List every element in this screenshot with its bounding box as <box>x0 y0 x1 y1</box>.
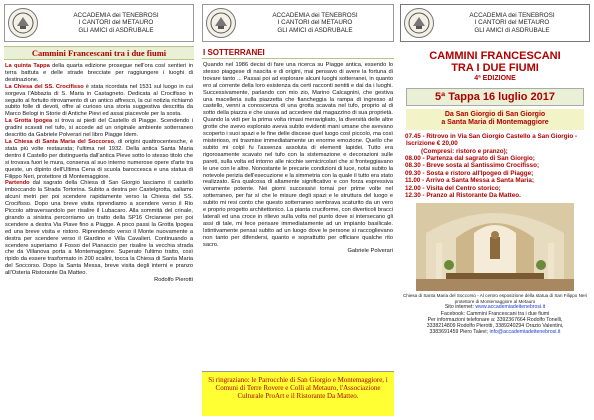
left-panel <box>4 4 194 416</box>
event-title-line1: CAMMINI FRANCESCANI <box>429 50 561 62</box>
header-line2: I CANTORI del METAURO <box>474 19 550 27</box>
schedule-item: 12.30 - Pranzo al Ristorante Da Matteo. <box>405 192 521 200</box>
academy-header <box>400 4 590 42</box>
header-line3: GLI AMICI di ASDRUBALE <box>78 26 154 34</box>
paragraph <box>5 63 193 84</box>
facebook-line: Facebook: Cammini Francescani tra i due fiumi <box>440 310 550 317</box>
header-line1: ACCADEMIA dei TENEBROSI <box>469 11 555 19</box>
academy-header <box>202 4 394 42</box>
article-signature: Gabriele Polverari <box>347 248 393 255</box>
paragraph-text: dal sagrato della Chiesa di San Giorgio lasciamo il castello imboccando la Strada Tortorina. Subito a destra per Castelgrotta, saliamo alcuni metri per poi scendere rapidamente verso la Chiesa del SS. Crocifisso. Dopo una breve visita riprendiamo a scendere verso il Rio Piccolo attraversandolo per risalire il Lubacaro. Alla sommità del crinale, girando a sinistra percorriamo un tratto della SP16 Orcianese per poi scendere a destra Via Piave fino a Piagge. A poco passi la Grotta Ipogea ed una breve visita e ristoro. Riprendendo verso il Monte nuovamente a destra per scendere verso il Giardino e Villa Cavalieri. Continuando a scendere superiamo il Fosso del Pianaccio per risalire la vecchia strada che da Villanova porta a Montemaggiore. Superato l'ultimo tratto, così ripido da essere trasformato in 200 scalini, tocca la Chiesa di Santa Maria del Soccorso. Dopo la Santa Messa, breve visita degli interni e pranzo all'Osteria Ristorante Da Matteo. <box>5 180 193 277</box>
paragraph-lead: La quinta Tappa <box>5 63 50 69</box>
section-title: I SOTTERRANEI <box>202 46 394 59</box>
schedule-item: 12.00 - Visita del Centro storico; <box>405 184 501 192</box>
acknowledgements-box: Si ringraziano: le Parrocchie di San Giorgio e Montemaggiore, i Comuni di Terre Rovere e Colli al Metauro, l'Associazione Culturale ProArt e il Ristorante Da Matteo. <box>202 371 394 416</box>
academy-logo-icon <box>8 8 38 38</box>
panel1-title: Cammini Francescani tra i due fiumi <box>4 46 194 60</box>
route-line1: Da San Giorgio di San Giorgio <box>444 111 546 118</box>
info-line3: 3383691459 Piero Talevi; <box>429 329 488 336</box>
paragraph-lead: Partendo <box>5 180 30 187</box>
academy-logo-icon <box>206 8 236 38</box>
panel1-signature: Rodolfo Pierotti <box>154 277 193 284</box>
academy-logo-icon <box>404 8 434 38</box>
schedule-list <box>400 133 590 200</box>
right-panel <box>400 4 590 416</box>
info-line1: Per informazioni telefonare a: 3392367664 Rodolfo Tonelli, <box>427 316 563 323</box>
header-line1: ACCADEMIA dei TENEBROSI <box>73 11 159 19</box>
schedule-item: 09.30 - Sosta e ristoro all'Ipogeo di Piagge; <box>405 169 534 177</box>
edition-label: 4ª EDIZIONE <box>474 75 516 82</box>
header-line2: I CANTORI del METAURO <box>277 19 353 27</box>
schedule-item: 08.30 - Breve sosta al Santissimo Crocifisso; <box>405 162 540 170</box>
paragraph <box>5 139 193 180</box>
paragraph <box>5 84 193 119</box>
stage-date: 5ª Tappa 16 luglio 2017 <box>406 88 584 106</box>
schedule-item: 11.00 - Arrivo a Santa Messa a Santa Maria; <box>405 177 534 185</box>
middle-panel <box>202 4 394 416</box>
email-link[interactable]: info@accademiadeitenebrosi.it <box>489 329 561 336</box>
route-line2: a Santa Maria di Montemaggiore <box>441 119 549 127</box>
schedule-item: (Compresi: ristoro e pranzo); <box>421 147 508 155</box>
route-box <box>406 109 584 130</box>
event-title <box>400 50 590 74</box>
header-line3: GLI AMICI di ASDRUBALE <box>474 26 550 34</box>
paragraph-lead: La Chiesa di Santa Maria del Soccorso <box>5 138 114 145</box>
header-line1: ACCADEMIA dei TENEBROSI <box>272 11 358 19</box>
paragraph-lead: La Chiesa del SS. Crocifisso <box>5 83 84 90</box>
schedule-item: 07.45 - Ritrovo in Via San Giorgio Castello a San Giorgio - Iscrizione € 20,00 <box>405 132 578 148</box>
contact-footer <box>400 304 590 335</box>
article-body <box>202 62 394 255</box>
website-link[interactable]: www.accademiadeitenebrosi.it <box>475 304 546 311</box>
paragraph-text: è stata ricordata nel 1531 sul luogo in cui sorgeva l'Abbazia di S. Maria in Castagneto. Dedicata al Crocifisso in seguito al fortuito ritrovamento di un antico affresco, la cui notizia richiamò subito folle di devoti, offre al curioso una storia suggestiva descritta da Marco Belogi in Storie di Antiche Pievi ed assai piacevole per la sosta. <box>5 83 193 118</box>
header-line3: GLI AMICI di ASDRUBALE <box>277 26 353 34</box>
photo-caption: Chiesa di Santa Maria del Soccorso - Al centro esposizione della statua di San Filippo Neri protettore di Montemaggiore al Metauro <box>402 293 588 304</box>
paragraph <box>5 118 193 139</box>
website-label: Sito internet: <box>444 304 474 311</box>
paragraph-lead: La Grotta Ipogea <box>5 118 53 125</box>
paragraph-text: della quarta edizione prosegue nell'ora così sentieri in terra battuta e delle strade brecciate per raggiungere i luoghi di destinazione. <box>5 63 194 83</box>
article-text: Quando nel 1986 decisi di fare una ricerca su Piagge antica, essendo lo stesso piaggese di nascita e di origini, mai pensavo di avere la fortuna di trovare tanto ... Passai poi ad esplorare alcuni luoghi sotterranei, in quanto ero al corrente della loro esistenza da certi racconti sentiti e dai da i luoghi. Successivamente, parlando con mio zio, Marino Calcagnini, che gestiva una macelleria sulla piazzetta che fiancheggia la rampa di ingresso al castello, venni a conoscenza di una grotta scavata nel tufo, proprio al di sotto della piazza e che usava ad accedere dal magazzino di sua proprietà. Quando la vidi per la prima volta rimasi meravigliato, la diversità delle altre grotte che avevo esplorato aveva subito evidenti mani umane che avevano scoperto i suoi spazi e le fine delle discese quel luogo così piccolo, ma così misterioso, mi trasmise immediatamente un enorme emozione. Quello che subito mi colpì fu l'assenza assoluta di elementi lapidei. Tutto era rigorosamente scavato nel tufo con la sistemazione e decorazioni sulle pareti, sulla volta ed intorno alle nicchie semicircolari che si fronteggiavano le une con le altre. Nonostante le precarie condizioni di luce, notai subito la notevole perizia dell'esecuzione e la simmetria con la quale il tutto era stato realizzato. Era qualcosa di altamente significativo e con forza espressiva veramente potente. Nei giorni successivi tornai per prime volte nel sotterraneo, per far sì che le misure degli spazi e le struttura del luogo e subito mi resi conto che questo sotterraneo sembrava scaturito da un vero e proprio progetto architettonico. La pianta cruciforme, con diverticoli bracci laterali ed una croce in rilievo sulla volta nel punto dove si intersecano gli assi di tale, mi fece pensare immediatamente ad un impianto basilicale. Istintivamente pensai subito ad un luogo dove le persone si raccoglievano non tanto per difendersi, quanto e soprattutto per officiare qualche rito sacro. <box>203 62 393 248</box>
info-line2: 3338214809 Rodolfo Pierotti, 3389240294 Orazio Valentini, <box>426 323 564 330</box>
academy-header <box>4 4 194 42</box>
paragraph <box>5 180 193 277</box>
church-interior-photo <box>416 203 574 291</box>
schedule-item: 08.00 - Partenza dal sagrato di San Giorgio; <box>405 155 535 163</box>
event-title-line2: TRA I DUE FIUMI <box>451 62 539 74</box>
paragraph-text: , di origini quattrocentesche, è stata più volte restaurata; l'ultima nel 1932. Della antica Santa Maria dentro il Castello per distinguerla dall'antica Pieve sotto lo stesso titolo che si trovava fuori le mura, conserva al suo interno numerose opere d'arte tra queste, un dipinto dell'Ultima Cena di scuola baroccesca e una statua di Filippo Neri, protettore di Montemaggiore. <box>5 138 193 180</box>
panel1-body <box>4 63 194 284</box>
paragraph-text: si trova ai piedi del Castello di Piagge. Scendendo i gradini scavati nel tufo, si accede ad un originale ambiente sotterraneo descritto da Gabriele Polverari nel libro Piagge Idem. <box>5 118 193 139</box>
header-line2: I CANTORI del METAURO <box>78 19 154 27</box>
